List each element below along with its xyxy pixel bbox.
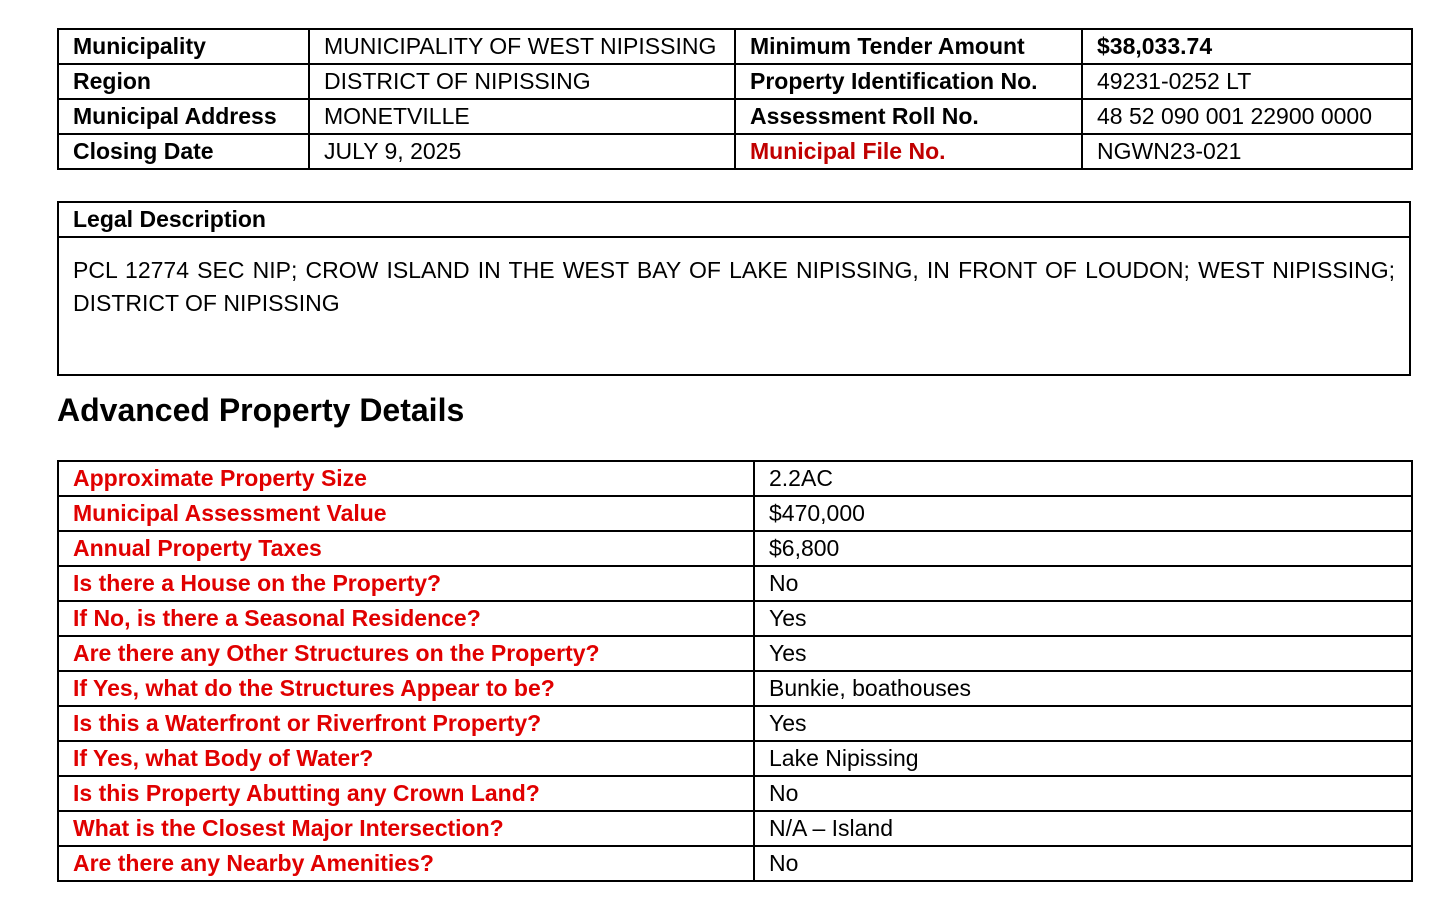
details-row [58,601,1412,636]
details-question: Is this a Waterfront or Riverfront Property? [58,706,754,741]
details-row [58,531,1412,566]
details-question: Are there any Nearby Amenities? [58,846,754,881]
details-answer: Lake Nipissing [754,741,1412,776]
details-row [58,811,1412,846]
info-row-address [58,99,1412,134]
legal-description-heading: Legal Description [58,202,1410,237]
details-answer: Yes [754,706,1412,741]
details-question: If Yes, what Body of Water? [58,741,754,776]
details-answer: No [754,566,1412,601]
details-question: If No, is there a Seasonal Residence? [58,601,754,636]
property-info-table [57,28,1413,170]
details-question: Is this Property Abutting any Crown Land? [58,776,754,811]
details-row [58,461,1412,496]
info-label: Region [58,64,309,99]
details-question: Municipal Assessment Value [58,496,754,531]
section-heading: Advanced Property Details [57,392,465,428]
details-answer: $6,800 [754,531,1412,566]
legal-description-body-row [58,237,1410,375]
details-row [58,706,1412,741]
info-label: Assessment Roll No. [735,99,1082,134]
info-label: Closing Date [58,134,309,169]
info-row-municipality [58,29,1412,64]
minimum-tender-amount: $38,033.74 [1082,29,1412,64]
details-answer: Yes [754,636,1412,671]
details-row [58,846,1412,881]
info-label: Minimum Tender Amount [735,29,1082,64]
details-question: Are there any Other Structures on the Property? [58,636,754,671]
details-question: If Yes, what do the Structures Appear to be? [58,671,754,706]
info-label: Municipality [58,29,309,64]
details-row [58,566,1412,601]
municipal-file-label: Municipal File No. [735,134,1082,169]
property-identification-number: 49231-0252 LT [1082,64,1412,99]
details-question: Is there a House on the Property? [58,566,754,601]
municipal-file-number: NGWN23-021 [1082,134,1412,169]
details-row [58,636,1412,671]
details-answer: Bunkie, boathouses [754,671,1412,706]
details-row [58,671,1412,706]
info-label: Municipal Address [58,99,309,134]
details-question: Approximate Property Size [58,461,754,496]
info-value: MUNICIPALITY OF WEST NIPISSING [309,29,735,64]
legal-description-text: PCL 12774 SEC NIP; CROW ISLAND IN THE WEST BAY OF LAKE NIPISSING, IN FRONT OF LOUDON; WEST NIPISSING; DISTRICT OF NIPISSING [58,237,1410,375]
details-answer: N/A – Island [754,811,1412,846]
legal-description-table [57,201,1411,376]
info-row-region [58,64,1412,99]
details-answer: $470,000 [754,496,1412,531]
info-row-closing-date [58,134,1412,169]
info-value: JULY 9, 2025 [309,134,735,169]
details-answer: No [754,776,1412,811]
info-value: MONETVILLE [309,99,735,134]
advanced-property-details-table [57,460,1413,882]
details-answer: No [754,846,1412,881]
details-answer: 2.2AC [754,461,1412,496]
legal-description-header-row [58,202,1410,237]
details-question: What is the Closest Major Intersection? [58,811,754,846]
details-row [58,496,1412,531]
details-row [58,741,1412,776]
assessment-roll-number: 48 52 090 001 22900 0000 [1082,99,1412,134]
info-value: DISTRICT OF NIPISSING [309,64,735,99]
info-label: Property Identification No. [735,64,1082,99]
details-row [58,776,1412,811]
details-answer: Yes [754,601,1412,636]
details-question: Annual Property Taxes [58,531,754,566]
